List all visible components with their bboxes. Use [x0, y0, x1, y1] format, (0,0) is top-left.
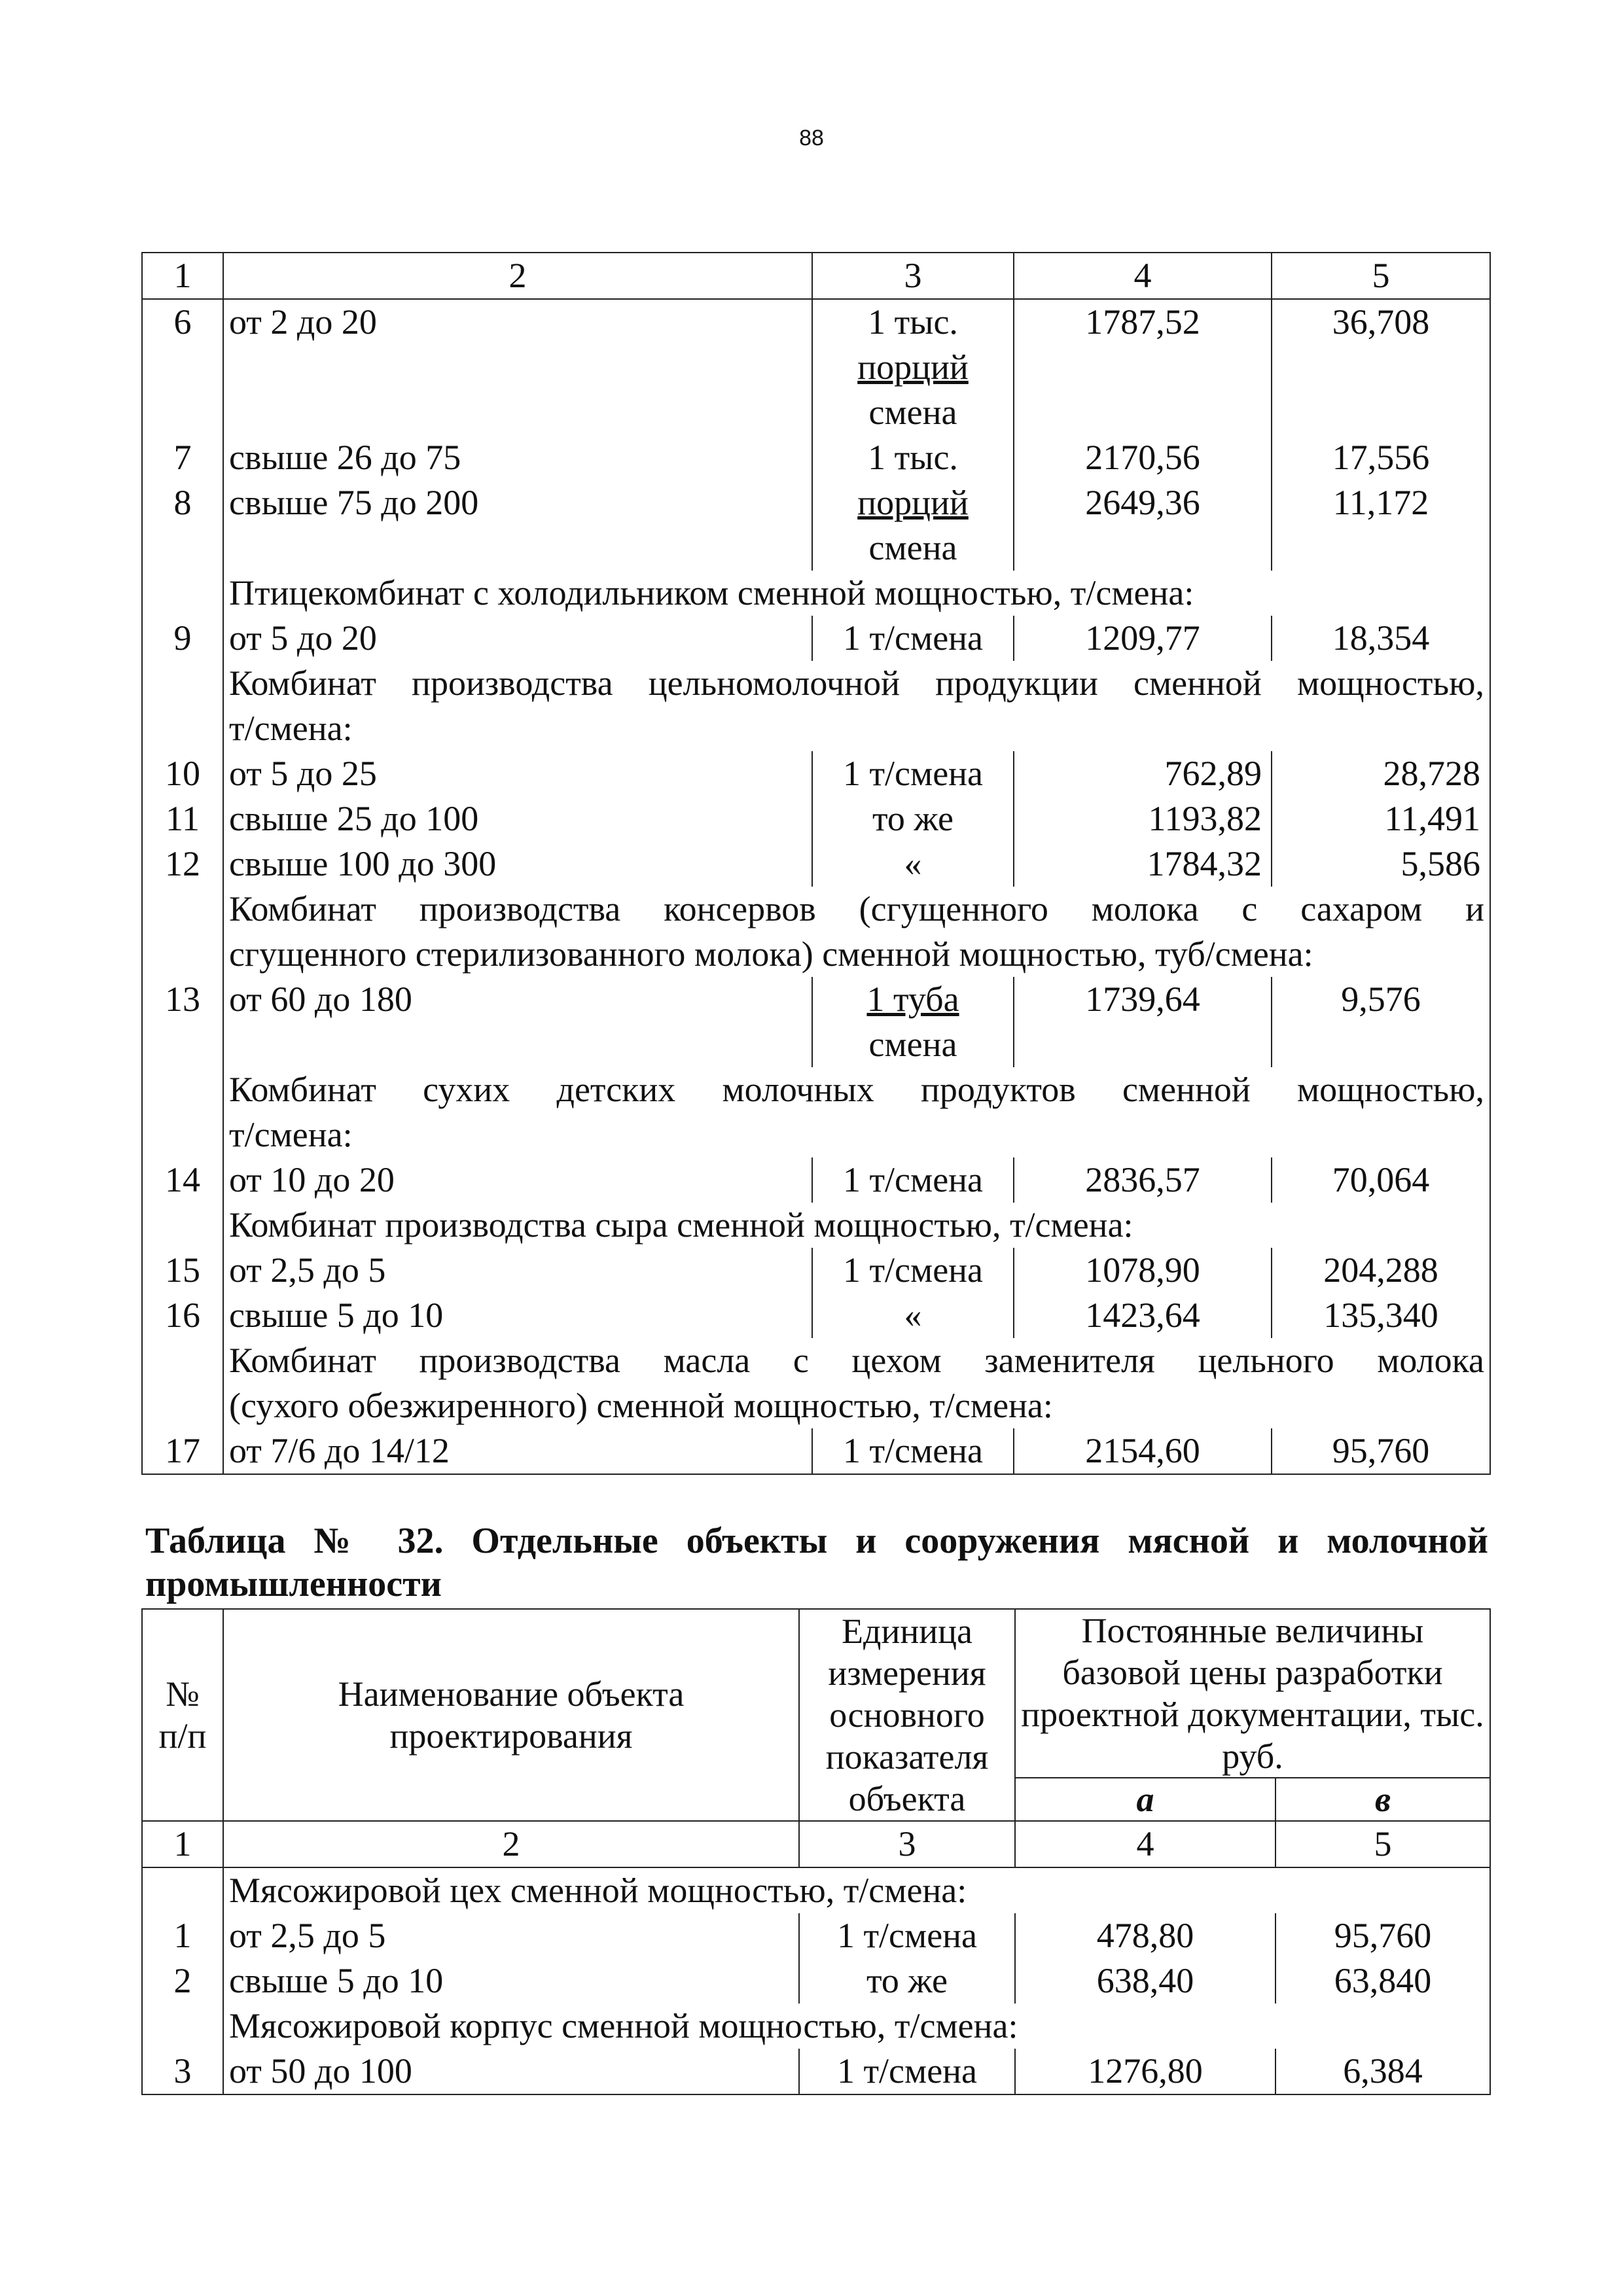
- unit-line: 1 тыс.: [868, 302, 958, 342]
- table-row: [142, 2049, 1490, 2094]
- section-title: [223, 571, 1490, 616]
- object-range: от 5 до 20: [223, 616, 812, 661]
- object-range: свыше 5 до 10: [223, 1958, 799, 2004]
- object-range: от 10 до 20: [223, 1157, 812, 1203]
- section-row: [142, 1338, 1490, 1428]
- column-number: 5: [1275, 1821, 1490, 1867]
- section-title-line: сгущенного стерилизованного молока) сменной мощностью, туб/смена:: [229, 934, 1313, 974]
- value-b: 204,288: [1272, 1248, 1490, 1293]
- value-b: 95,760: [1272, 1428, 1490, 1474]
- unit-line: 1 т/смена: [842, 618, 984, 658]
- unit-line: смена: [868, 393, 957, 432]
- table-row: [142, 1428, 1490, 1474]
- row-number: 8: [142, 480, 223, 571]
- unit-line: 1 т/смена: [836, 2051, 978, 2091]
- value-a: 1423,64: [1014, 1293, 1272, 1338]
- value-b: 135,340: [1272, 1293, 1490, 1338]
- unit-cell: [812, 480, 1014, 571]
- section-title: [223, 1867, 1490, 1913]
- head-unit: Единица измерения основного показателя объекта: [799, 1609, 1015, 1821]
- row-number: 6: [142, 299, 223, 435]
- unit-line: смена: [868, 1025, 957, 1064]
- table-row: [142, 751, 1490, 796]
- section-title-line: т/смена:: [229, 1115, 353, 1154]
- head-a: а: [1015, 1778, 1275, 1821]
- section-row: [142, 661, 1490, 751]
- row-number-empty: [142, 1067, 223, 1157]
- object-range: от 50 до 100: [223, 2049, 799, 2094]
- row-number: 9: [142, 616, 223, 661]
- section-row: [142, 1867, 1490, 1913]
- column-number: 1: [142, 253, 223, 299]
- object-range: свыше 5 до 10: [223, 1293, 812, 1338]
- value-a: 2836,57: [1014, 1157, 1272, 1203]
- value-b: 11,172: [1272, 480, 1490, 571]
- row-number: 14: [142, 1157, 223, 1203]
- value-a: 2170,56: [1014, 435, 1272, 480]
- unit-cell: [812, 435, 1014, 480]
- column-number-row: [142, 253, 1490, 299]
- row-number: 11: [142, 796, 223, 841]
- object-range: от 2,5 до 5: [223, 1248, 812, 1293]
- unit-line: 1 т/смена: [842, 1160, 984, 1199]
- table-row: [142, 435, 1490, 480]
- table-32-head-row: [142, 1609, 1490, 1778]
- unit-cell: [812, 796, 1014, 841]
- value-b: 6,384: [1275, 2049, 1490, 2094]
- unit-line: смена: [868, 528, 957, 567]
- table-row: [142, 1293, 1490, 1338]
- unit-cell: [799, 2049, 1015, 2094]
- value-b: 18,354: [1272, 616, 1490, 661]
- value-a: 2154,60: [1014, 1428, 1272, 1474]
- row-number: 7: [142, 435, 223, 480]
- unit-cell: [812, 841, 1014, 887]
- unit-line: 1 т/смена: [836, 1916, 978, 1955]
- section-title: [223, 1203, 1490, 1248]
- object-range: от 60 до 180: [223, 977, 812, 1067]
- object-range: свыше 75 до 200: [223, 480, 812, 571]
- value-b: 5,586: [1272, 841, 1490, 887]
- row-number-empty: [142, 887, 223, 977]
- object-range: от 7/6 до 14/12: [223, 1428, 812, 1474]
- value-a: 1784,32: [1014, 841, 1272, 887]
- value-a: 1276,80: [1015, 2049, 1275, 2094]
- section-title-line: Комбинат производства масла с цехом заменителя цельного молока: [229, 1341, 1484, 1380]
- unit-cell: [812, 1248, 1014, 1293]
- column-number: 4: [1014, 253, 1272, 299]
- value-b: 70,064: [1272, 1157, 1490, 1203]
- unit-line: то же: [866, 1961, 948, 2000]
- unit-cell: [812, 977, 1014, 1067]
- section-title: [223, 1338, 1490, 1428]
- head-name: Наименование объекта проектирования: [223, 1609, 799, 1821]
- value-a: 1078,90: [1014, 1248, 1272, 1293]
- section-title-line: т/смена:: [229, 709, 353, 748]
- row-number-empty: [142, 1338, 223, 1428]
- value-b: 95,760: [1275, 1913, 1490, 1958]
- unit-cell: [812, 1157, 1014, 1203]
- value-b: 9,576: [1272, 977, 1490, 1067]
- unit-line: «: [904, 844, 922, 883]
- value-a: 1193,82: [1014, 796, 1272, 841]
- head-b: в: [1275, 1778, 1490, 1821]
- value-b: 11,491: [1272, 796, 1490, 841]
- value-b: 63,840: [1275, 1958, 1490, 2004]
- value-a: 2649,36: [1014, 480, 1272, 571]
- value-a: 638,40: [1015, 1958, 1275, 2004]
- row-number: 10: [142, 751, 223, 796]
- object-range: свыше 100 до 300: [223, 841, 812, 887]
- section-title-line: Птицекомбинат с холодильником сменной мощностью, т/смена:: [229, 573, 1194, 612]
- head-num: № п/п: [142, 1609, 223, 1821]
- column-number: 5: [1272, 253, 1490, 299]
- section-title: [223, 1067, 1490, 1157]
- section-title-line: (сухого обезжиренного) сменной мощностью, т/смена:: [229, 1386, 1053, 1425]
- table-continuation: [141, 252, 1491, 1475]
- row-number-empty: [142, 2004, 223, 2049]
- object-range: свыше 26 до 75: [223, 435, 812, 480]
- unit-line: 1 туба: [866, 980, 959, 1019]
- table-row: [142, 480, 1490, 571]
- table-row: [142, 977, 1490, 1067]
- column-number: 3: [812, 253, 1014, 299]
- unit-line: 1 т/смена: [842, 1431, 984, 1470]
- section-title: [223, 661, 1490, 751]
- section-row: [142, 1203, 1490, 1248]
- object-range: от 5 до 25: [223, 751, 812, 796]
- section-title-line: Мясожировой корпус сменной мощностью, т/смена:: [229, 2006, 1018, 2045]
- section-row: [142, 887, 1490, 977]
- value-b: 28,728: [1272, 751, 1490, 796]
- section-title-line: Комбинат сухих детских молочных продуктов сменной мощностью,: [229, 1070, 1484, 1109]
- section-title-line: Мясожировой цех сменной мощностью, т/смена:: [229, 1871, 967, 1910]
- row-number-empty: [142, 571, 223, 616]
- section-title-line: Комбинат производства консервов (сгущенного молока с сахаром и: [229, 889, 1484, 928]
- value-b: 17,556: [1272, 435, 1490, 480]
- unit-cell: [812, 1293, 1014, 1338]
- table-row: [142, 1157, 1490, 1203]
- section-title-line: Комбинат производства цельномолочной продукции сменной мощностью,: [229, 663, 1484, 703]
- table-row: [142, 1248, 1490, 1293]
- row-number-empty: [142, 661, 223, 751]
- head-const: Постоянные величины базовой цены разработки проектной документации, тыс. руб.: [1015, 1609, 1490, 1778]
- unit-cell: [799, 1958, 1015, 2004]
- object-range: от 2,5 до 5: [223, 1913, 799, 1958]
- unit-line: 1 т/смена: [842, 1250, 984, 1290]
- unit-line: порций: [857, 483, 969, 522]
- column-number: 4: [1015, 1821, 1275, 1867]
- column-number: 2: [223, 1821, 799, 1867]
- table-row: [142, 796, 1490, 841]
- row-number: 16: [142, 1293, 223, 1338]
- table-32: [141, 1608, 1491, 2095]
- section-title-line: Комбинат производства сыра сменной мощностью, т/смена:: [229, 1205, 1133, 1245]
- section-row: [142, 1067, 1490, 1157]
- row-number: 1: [142, 1913, 223, 1958]
- page-number: 88: [799, 126, 824, 150]
- section-title: [223, 2004, 1490, 2049]
- column-number: 1: [142, 1821, 223, 1867]
- section-title: [223, 887, 1490, 977]
- section-row: [142, 2004, 1490, 2049]
- column-number-row: [142, 1821, 1490, 1867]
- row-number-empty: [142, 1867, 223, 1913]
- unit-cell: [812, 299, 1014, 435]
- table-row: [142, 1913, 1490, 1958]
- row-number: 12: [142, 841, 223, 887]
- table-row: [142, 299, 1490, 435]
- table-row: [142, 616, 1490, 661]
- value-a: 1209,77: [1014, 616, 1272, 661]
- unit-cell: [799, 1913, 1015, 1958]
- unit-line: 1 т/смена: [842, 754, 984, 793]
- row-number: 13: [142, 977, 223, 1067]
- value-a: 1787,52: [1014, 299, 1272, 435]
- object-range: свыше 25 до 100: [223, 796, 812, 841]
- value-a: 478,80: [1015, 1913, 1275, 1958]
- row-number: 3: [142, 2049, 223, 2094]
- row-number: 2: [142, 1958, 223, 2004]
- value-b: 36,708: [1272, 299, 1490, 435]
- table-row: [142, 1958, 1490, 2004]
- value-a: 762,89: [1014, 751, 1272, 796]
- unit-cell: [812, 1428, 1014, 1474]
- value-a: 1739,64: [1014, 977, 1272, 1067]
- object-range: от 2 до 20: [223, 299, 812, 435]
- unit-line: то же: [872, 799, 954, 838]
- section-row: [142, 571, 1490, 616]
- unit-line: 1 тыс.: [868, 438, 958, 477]
- column-number: 2: [223, 253, 812, 299]
- row-number-empty: [142, 1203, 223, 1248]
- column-number: 3: [799, 1821, 1015, 1867]
- table-32-title: Таблица № 32. Отдельные объекты и сооружения мясной и молочной промышленности: [145, 1521, 1488, 1604]
- unit-line: порций: [857, 347, 969, 387]
- row-number: 15: [142, 1248, 223, 1293]
- table-row: [142, 841, 1490, 887]
- row-number: 17: [142, 1428, 223, 1474]
- unit-line: «: [904, 1296, 922, 1335]
- unit-cell: [812, 616, 1014, 661]
- unit-cell: [812, 751, 1014, 796]
